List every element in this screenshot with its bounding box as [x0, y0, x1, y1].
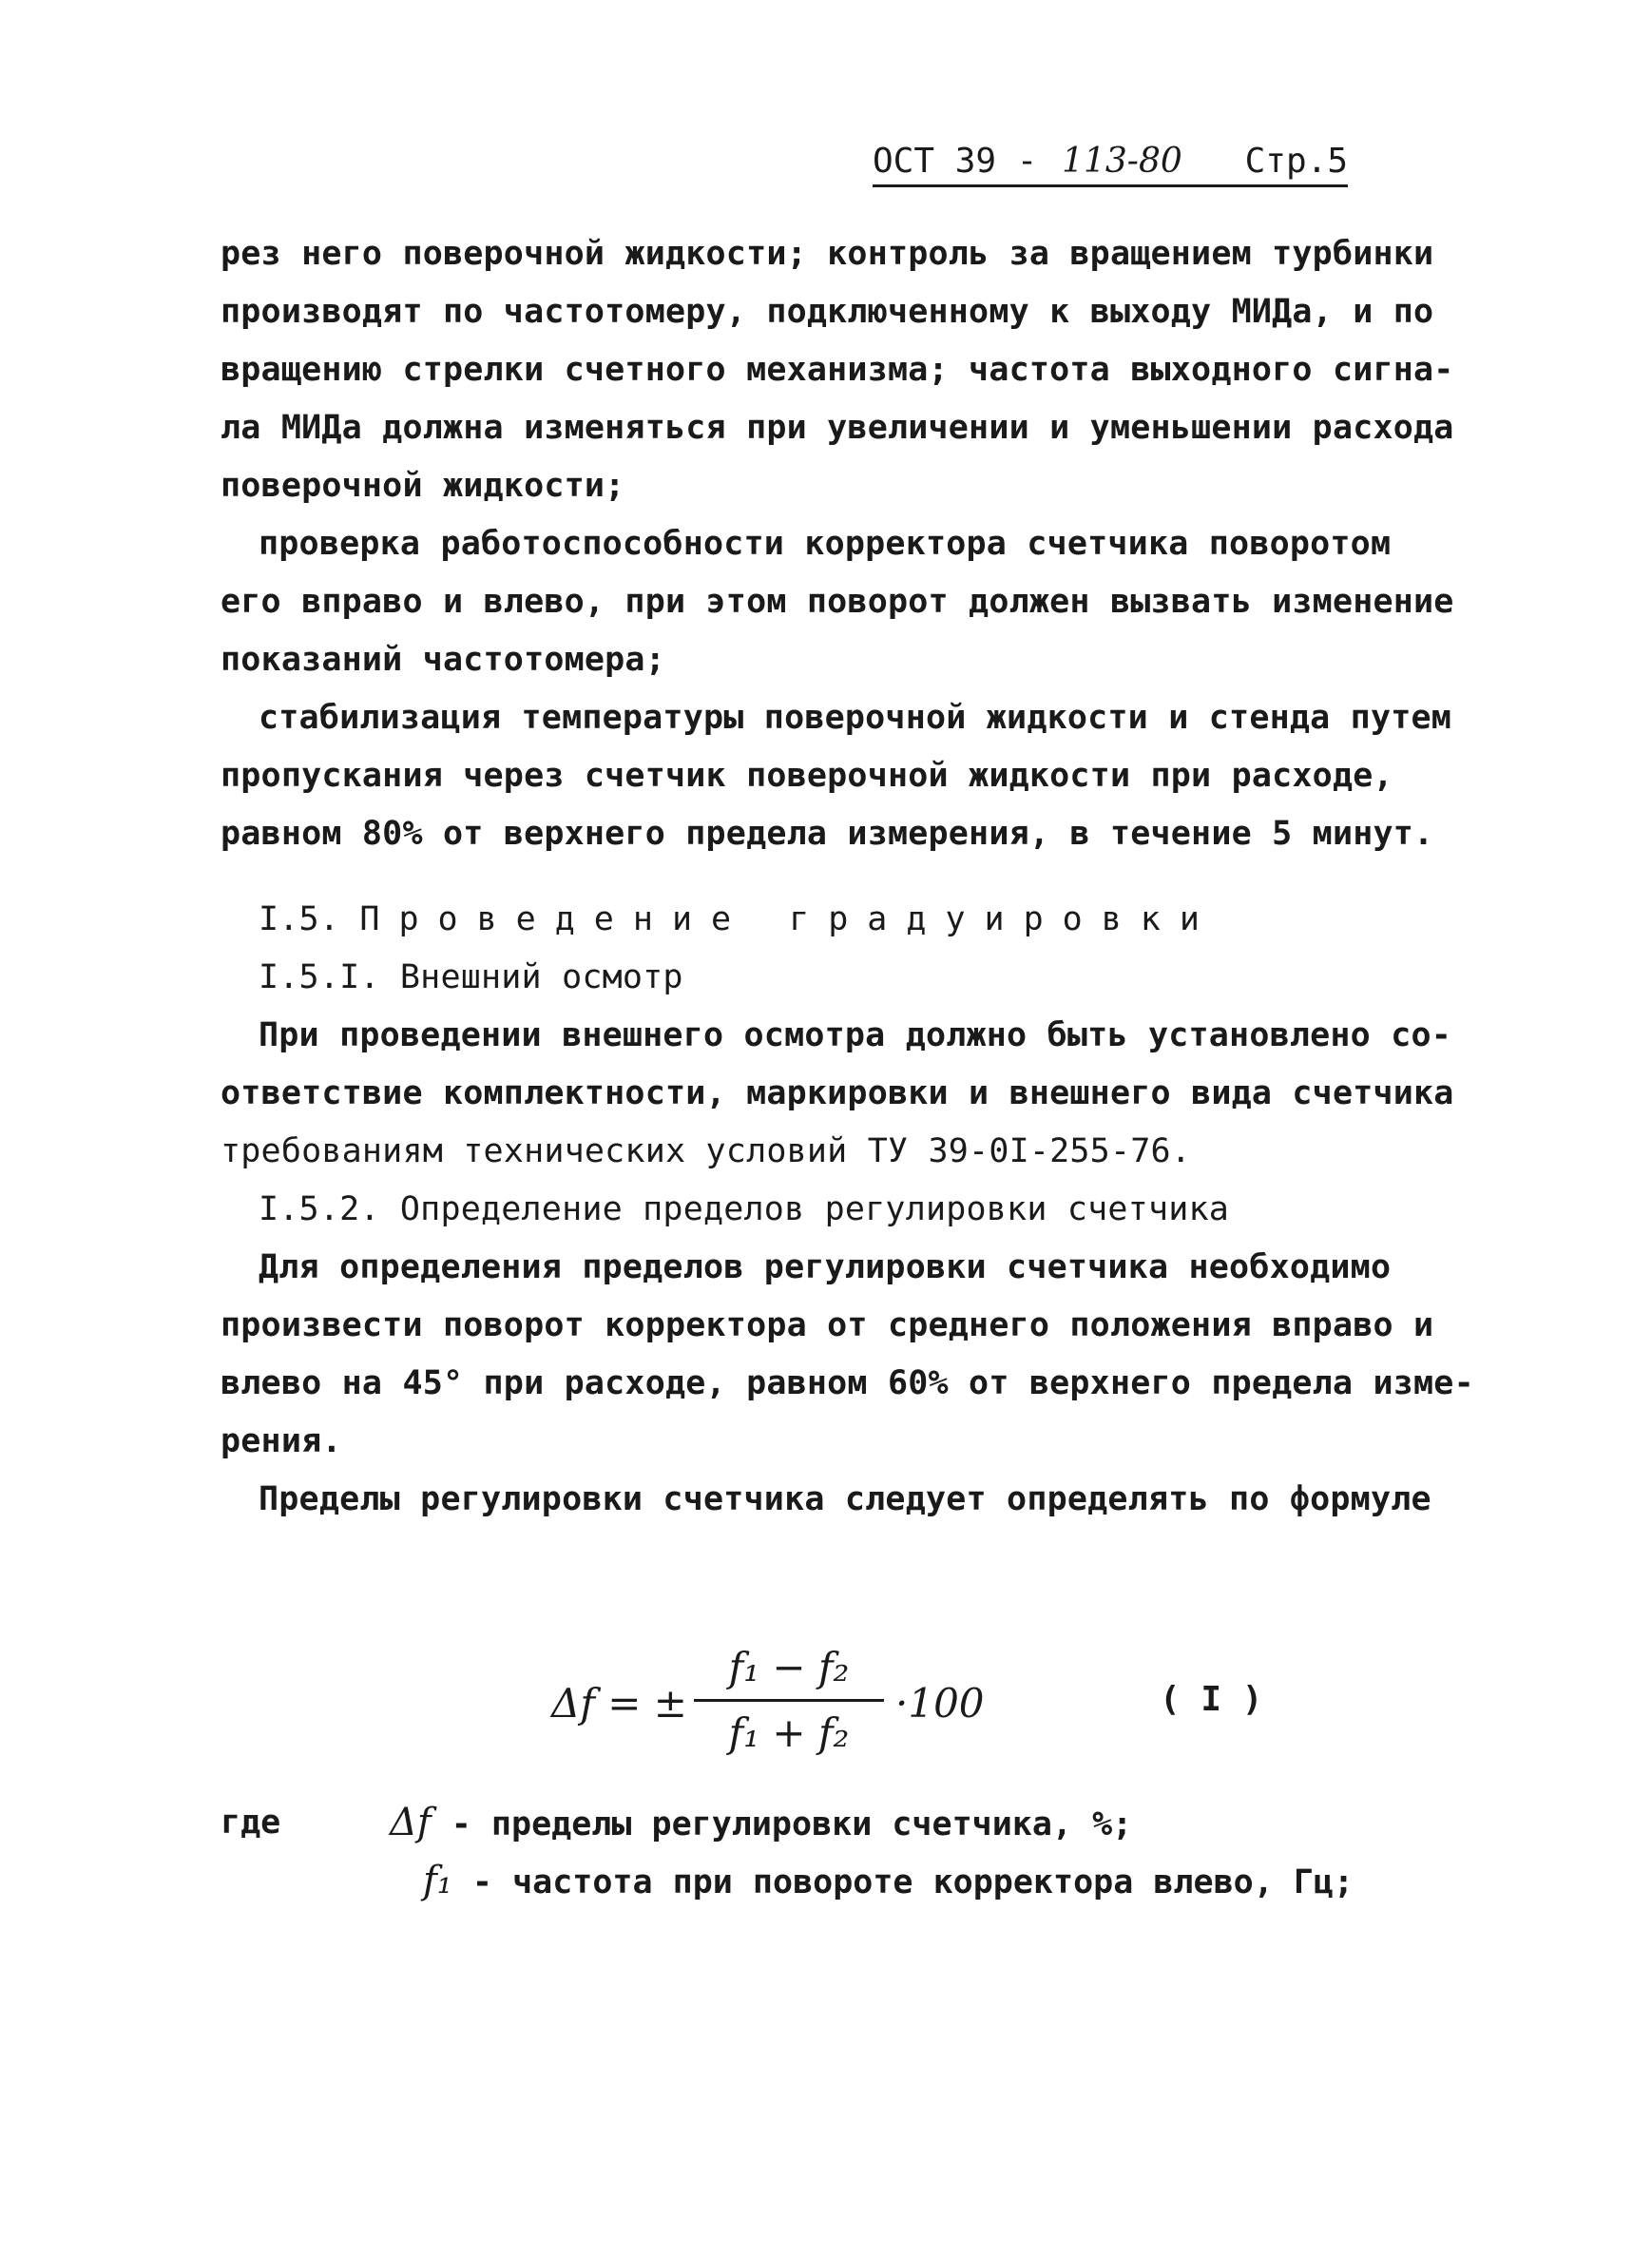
section-heading	[259, 898, 1409, 940]
body-line: стабилизация температуры поверочной жидкости и стенда путем	[259, 699, 1452, 737]
body-line: При проведении внешнего осмотра должно быть установлено со-	[259, 1016, 1452, 1054]
body-line: ла МИДа должна изменяться при увеличении и уменьшении расхода	[221, 409, 1454, 447]
body-line: ответствие комплектности, маркировки и внешнего вида счетчика	[221, 1074, 1454, 1112]
page-header	[873, 141, 1348, 187]
definition-text: - пределы регулировки счетчика, %;	[451, 1805, 1133, 1843]
formula-denominator: f₁ + f₂	[728, 1709, 850, 1756]
subsection-heading: I.5.2. Определение пределов регулировки счетчика	[259, 1190, 1230, 1228]
formula-numerator: f₁ − f₂	[728, 1644, 850, 1690]
document-number-handwritten: 113-80	[1062, 142, 1182, 181]
body-line: влево на 45° при расходе, равном 60% от верхнего предела изме-	[221, 1364, 1474, 1402]
document-number: ОСТ 39 -	[873, 142, 1038, 181]
formula-lhs: Δf = ±	[551, 1680, 687, 1727]
formula-fraction	[694, 1640, 884, 1761]
body-line: проверка работоспособности корректора счетчика поворотом	[259, 525, 1392, 563]
body-line: производят по частотомеру, подключенному к выходу МИДа, и по	[221, 293, 1434, 331]
body-line: Для определения пределов регулировки счетчика необходимо	[259, 1248, 1392, 1286]
section-number: I.5.	[259, 900, 340, 938]
body-line: вращению стрелки счетного механизма; частота выходного сигна-	[221, 351, 1454, 389]
definition-item	[423, 1860, 1354, 1903]
body-line: рения.	[221, 1422, 342, 1460]
formula-number: ( I )	[1160, 1680, 1263, 1719]
definition-text: - частота при повороте корректора влево, Гц;	[471, 1863, 1354, 1901]
body-line: равном 80% от верхнего предела измерения, в течение 5 минут.	[221, 815, 1434, 853]
definition-item	[390, 1802, 1132, 1845]
page-number: Стр.5	[1244, 142, 1348, 181]
body-line: пропускания через счетчик поверочной жидкости при расходе,	[221, 757, 1393, 795]
body-line: поверочной жидкости;	[221, 467, 625, 505]
where-label: где	[221, 1804, 281, 1842]
formula-intro: Пределы регулировки счетчика следует определять по формуле	[259, 1480, 1431, 1518]
definition-symbol: f₁	[423, 1859, 452, 1902]
formula-multiplier: ·100	[895, 1680, 985, 1727]
body-line: произвести поворот корректора от среднего положения вправо и	[221, 1306, 1434, 1344]
body-line: рез него поверочной жидкости; контроль за вращением турбинки	[221, 235, 1434, 273]
formula	[551, 1640, 1274, 1773]
fraction-bar	[694, 1699, 884, 1702]
body-line: требованиям технических условий ТУ 39-0I-255-76.	[221, 1132, 1192, 1170]
body-line: показаний частотомера;	[221, 641, 665, 679]
definition-symbol: Δf	[390, 1801, 432, 1844]
body-line: его вправо и влево, при этом поворот должен вызвать изменение	[221, 583, 1454, 621]
subsection-heading: I.5.I. Внешний осмотр	[259, 958, 683, 996]
section-title: Проведение градуировки	[359, 900, 1219, 938]
